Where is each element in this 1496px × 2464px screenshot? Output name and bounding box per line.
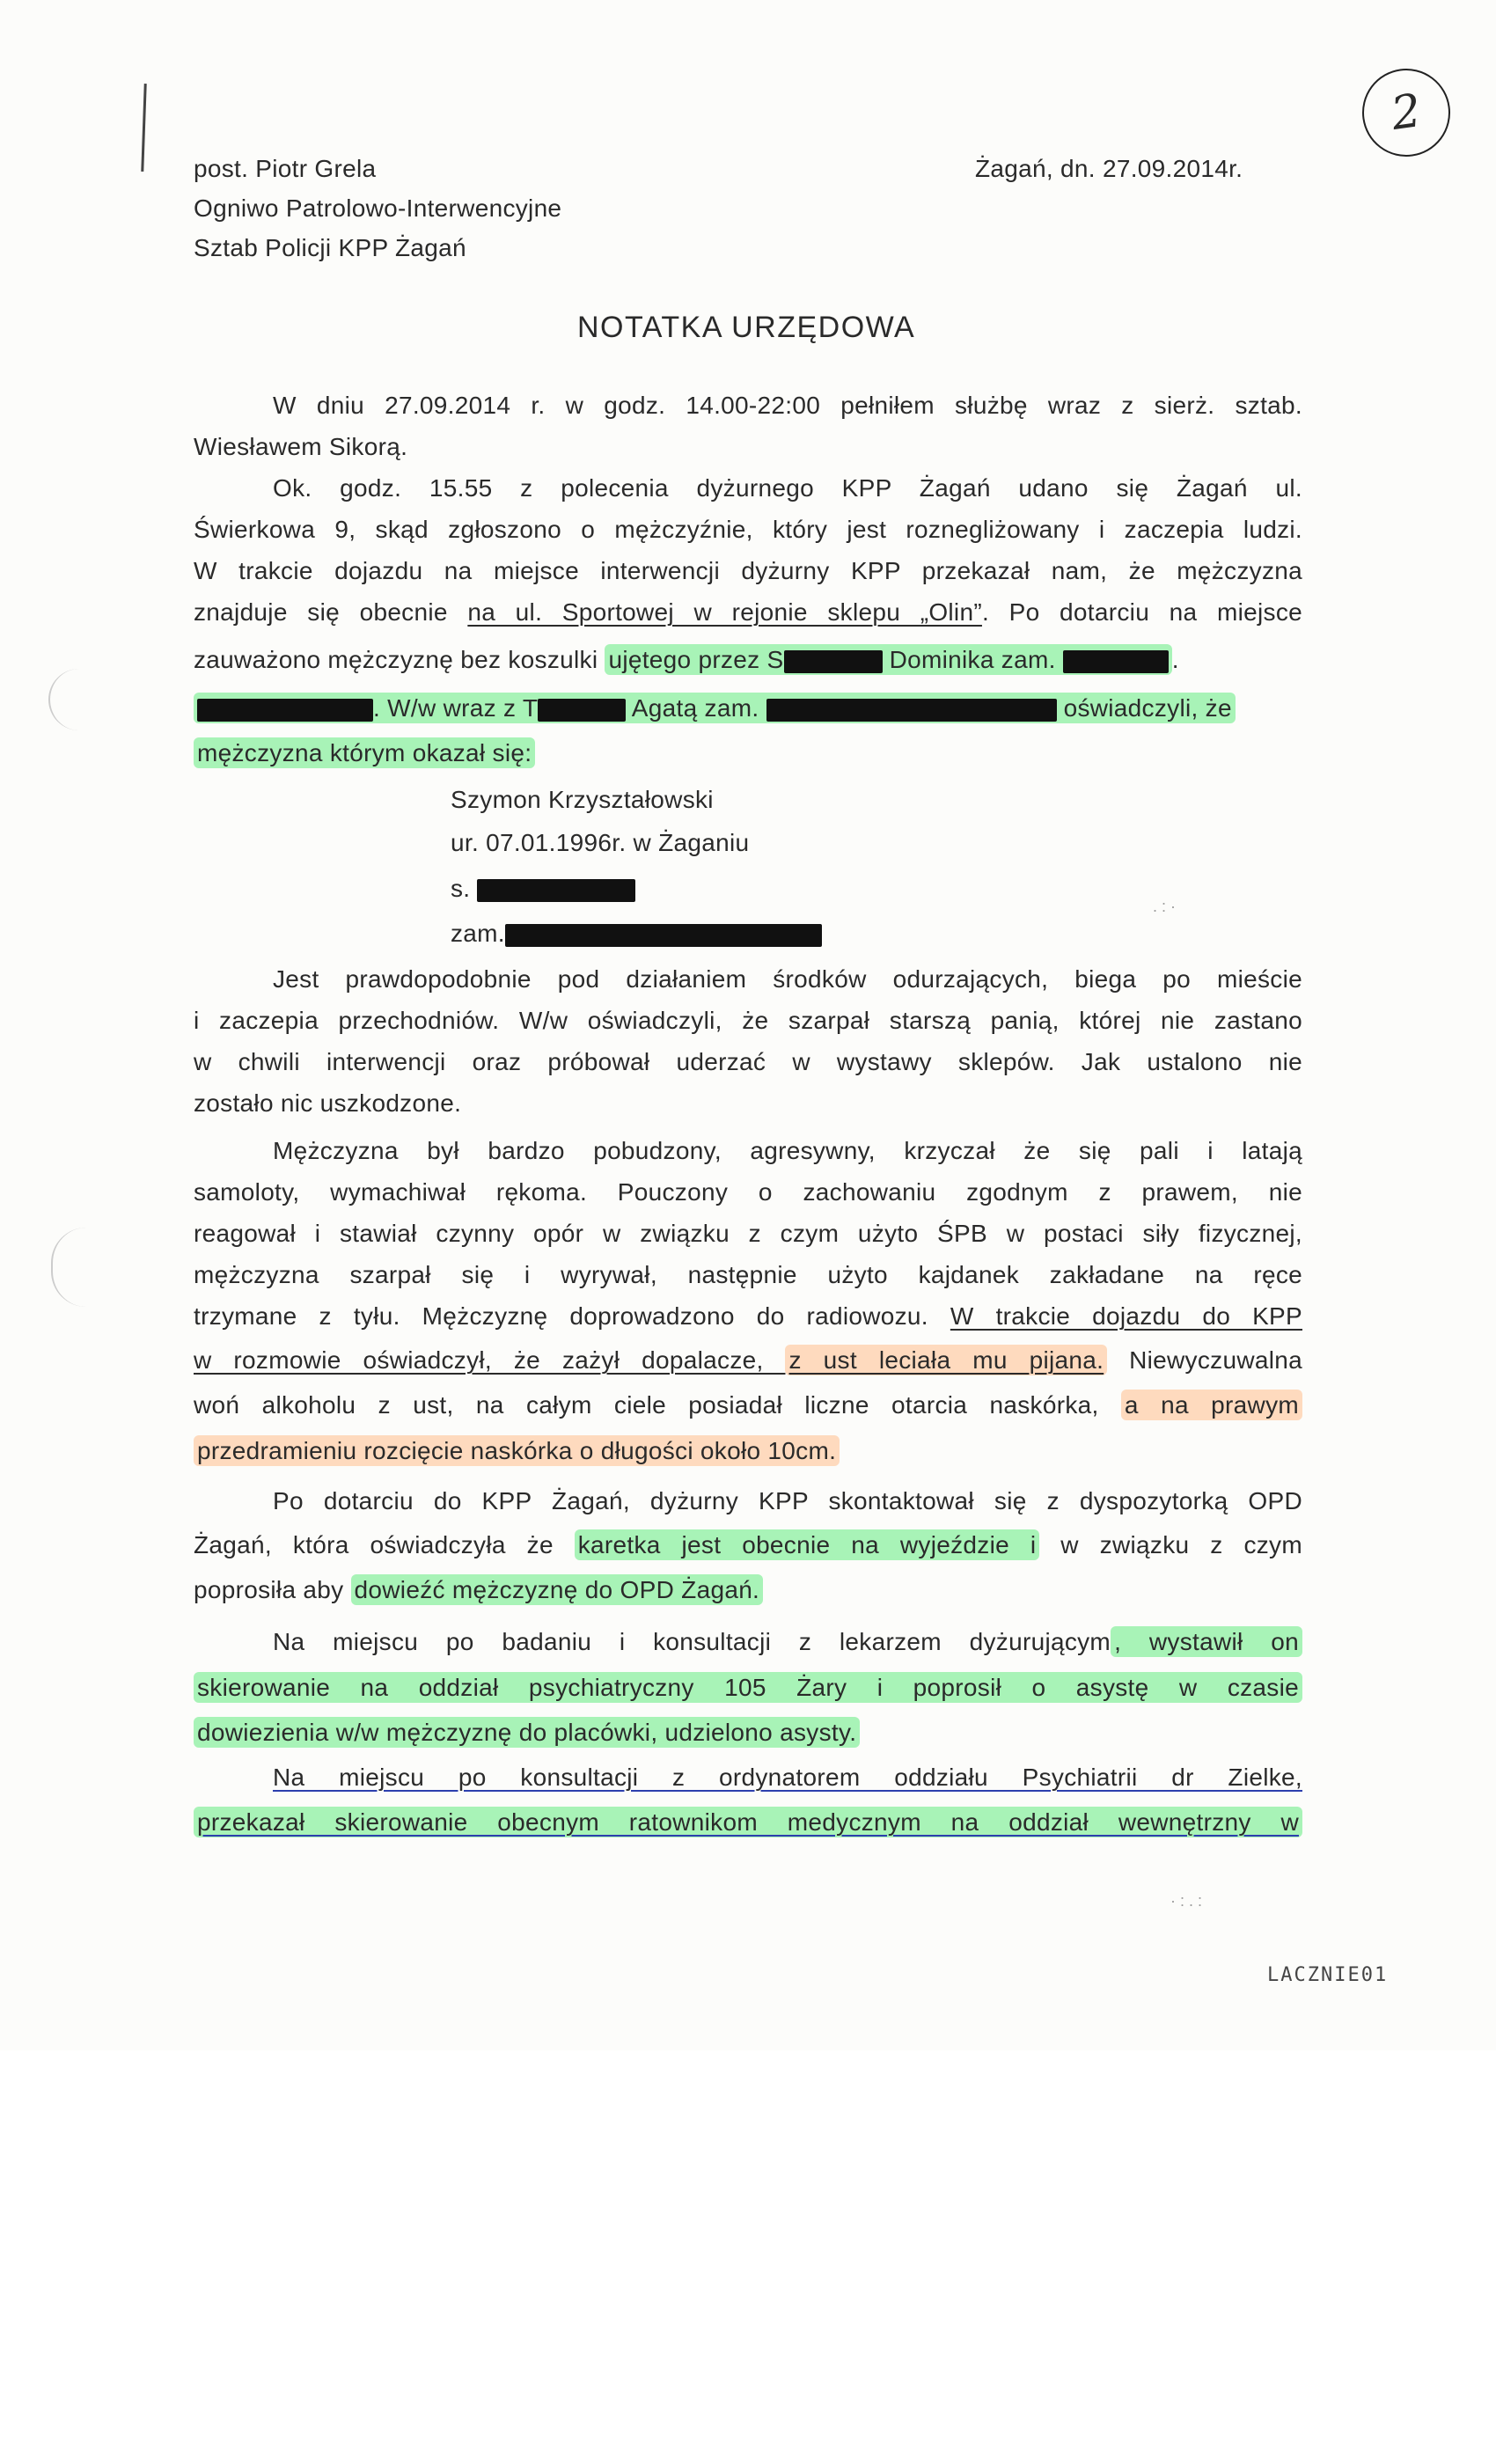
person-birth: ur. 07.01.1996r. w Żaganiu bbox=[451, 829, 750, 856]
p1-line-2: Wiesławem Sikorą. bbox=[194, 433, 408, 460]
p3-line-3: w chwili interwencji oraz próbował uderzać w wystawy sklepów. Jak ustalono nie bbox=[194, 1048, 1302, 1075]
p3-line-4: zostało nic uszkodzone. bbox=[194, 1089, 462, 1117]
p4-line-1: Mężczyzna był bardzo pobudzony, agresywny, krzyczał że się pali i latają bbox=[273, 1137, 1302, 1164]
p7-line-1 bbox=[273, 1764, 1302, 1792]
p6-line-2 bbox=[194, 1674, 1302, 1702]
person-address: zam. bbox=[451, 920, 822, 948]
footer-code: LACZNIE01 bbox=[1267, 1964, 1389, 1986]
p5-line-2: Żagań, która oświadczyła że karetka jest obecnie na wyjeździe i w związku z czym bbox=[194, 1531, 1302, 1558]
highlight-witness-2: . W/w wraz z T Agatą zam. oświadczyli, że bbox=[194, 693, 1236, 723]
highlight-breath: z ust leciała mu pijana. bbox=[785, 1345, 1107, 1375]
redaction-box bbox=[538, 699, 626, 722]
redaction-box bbox=[784, 650, 883, 673]
author-line-2: Ogniwo Patrolowo-Interwencyjne bbox=[194, 194, 562, 222]
p4-line-4: mężczyzna szarpał się i wyrywał, następnie użyto kajdanek zakładane na ręce bbox=[194, 1261, 1302, 1288]
p4-line-5: trzymane z tyłu. Mężczyznę doprowadzono do radiowozu. W trakcie dojazdu do KPP bbox=[194, 1302, 1302, 1330]
p2-line-6 bbox=[194, 694, 1302, 722]
redaction-box bbox=[477, 879, 635, 902]
page-number: 2 bbox=[1388, 84, 1425, 142]
p4-line-7: woń alkoholu z ust, na całym ciele posiadał liczne otarcia naskórka, a na prawym bbox=[194, 1391, 1302, 1419]
redaction-box bbox=[1063, 650, 1169, 673]
p4-line-6: w rozmowie oświadczył, że zażył dopalacze, z ust leciała mu pijana. Niewyczuwalna bbox=[194, 1346, 1302, 1374]
highlight-injury-2: przedramieniu rozcięcie naskórka o długości około 10cm. bbox=[194, 1435, 840, 1466]
highlight-referral-2: skierowanie na oddział psychiatryczny 105 Żary i poprosił o asystę w czasie bbox=[194, 1672, 1302, 1703]
p4-line-8 bbox=[194, 1437, 1302, 1465]
consultation-underlined: Na miejscu po konsultacji z ordynatorem oddziału Psychiatrii dr Zielke, bbox=[273, 1764, 1302, 1791]
p2-line-3: W trakcie dojazdu na miejsce interwencji dyżurny KPP przekazał nam, że mężczyzna bbox=[194, 557, 1302, 584]
p2-line-2: Świerkowa 9, skąd zgłoszono o mężczyźnie, który jest roznegliżowany i zaczepia ludzi. bbox=[194, 516, 1302, 543]
highlight-referral-1: , wystawił on bbox=[1111, 1626, 1302, 1657]
p6-line-1: Na miejscu po badaniu i konsultacji z lekarzem dyżurującym , wystawił on bbox=[273, 1628, 1302, 1656]
document-title: NOTATKA URZĘDOWA bbox=[577, 311, 916, 344]
scan-speckle: . : · bbox=[1153, 898, 1176, 915]
p5-line-1: Po dotarciu do KPP Żagań, dyżurny KPP skontaktował się z dyspozytorką OPD bbox=[273, 1487, 1302, 1514]
person-parent: s. bbox=[451, 875, 635, 903]
p4-line-2: samoloty, wymachiwał rękoma. Pouczony o zachowaniu zgodnym z prawem, nie bbox=[194, 1178, 1302, 1206]
author-line-1: post. Piotr Grela bbox=[194, 155, 377, 182]
highlight-referral-3: dowiezienia w/w mężczyznę do placówki, udzielono asysty. bbox=[194, 1717, 860, 1748]
place-date: Żagań, dn. 27.09.2014r. bbox=[975, 155, 1243, 182]
author-line-3: Sztab Policji KPP Żagań bbox=[194, 234, 466, 261]
redaction-box bbox=[197, 699, 373, 722]
p4-line-3: reagował i stawiał czynny opór w związku z czym użyto ŚPB w postaci siły fizycznej, bbox=[194, 1220, 1302, 1247]
statement-underlined-2: w rozmowie oświadczył, że zażył dopalacze, bbox=[194, 1346, 786, 1374]
p2-line-1: Ok. godz. 15.55 z polecenia dyżurnego KPP Żagań udano się Żagań ul. bbox=[273, 474, 1302, 502]
p2-line-7 bbox=[194, 739, 1302, 767]
person-name: Szymon Krzyształowski bbox=[451, 786, 714, 813]
location-underlined: na ul. Sportowej w rejonie sklepu „Olin” bbox=[467, 598, 982, 626]
p3-line-2: i zaczepia przechodniów. W/w oświadczyli, że szarpał starszą panią, której nie zastano bbox=[194, 1007, 1302, 1034]
redaction-box bbox=[766, 699, 1057, 722]
p2-line-5: zauważono mężczyznę bez koszulki ujętego przez S Dominika zam. . bbox=[194, 646, 1179, 673]
highlight-witness-1: ujętego przez S Dominika zam. bbox=[605, 644, 1171, 675]
highlight-injury-1: a na prawym bbox=[1121, 1390, 1302, 1420]
redaction-box bbox=[505, 924, 822, 947]
highlight-handover: przekazał skierowanie obecnym ratownikom medycznym na oddział wewnętrzny w bbox=[194, 1807, 1302, 1837]
p6-line-3 bbox=[194, 1719, 1302, 1747]
statement-underlined-1: W trakcie dojazdu do KPP bbox=[950, 1302, 1302, 1330]
highlight-transport: dowieźć mężczyznę do OPD Żagań. bbox=[351, 1574, 764, 1605]
p1-line-1: W dniu 27.09.2014 r. w godz. 14.00-22:00 pełniłem służbę wraz z sierż. sztab. bbox=[273, 392, 1302, 419]
p2-line-4: znajduje się obecnie na ul. Sportowej w rejonie sklepu „Olin”. Po dotarciu na miejsce bbox=[194, 598, 1302, 626]
p5-line-3: poprosiła aby dowieźć mężczyznę do OPD Żagań. bbox=[194, 1576, 1302, 1604]
scan-speckle: · : . : bbox=[1170, 1892, 1202, 1910]
highlight-ambulance: karetka jest obecnie na wyjeździe i bbox=[575, 1529, 1040, 1560]
p3-line-1: Jest prawdopodobnie pod działaniem środków odurzających, biega po mieście bbox=[273, 965, 1302, 993]
highlight-identification: mężczyzna którym okazał się: bbox=[194, 737, 535, 768]
p7-line-2 bbox=[194, 1808, 1302, 1837]
